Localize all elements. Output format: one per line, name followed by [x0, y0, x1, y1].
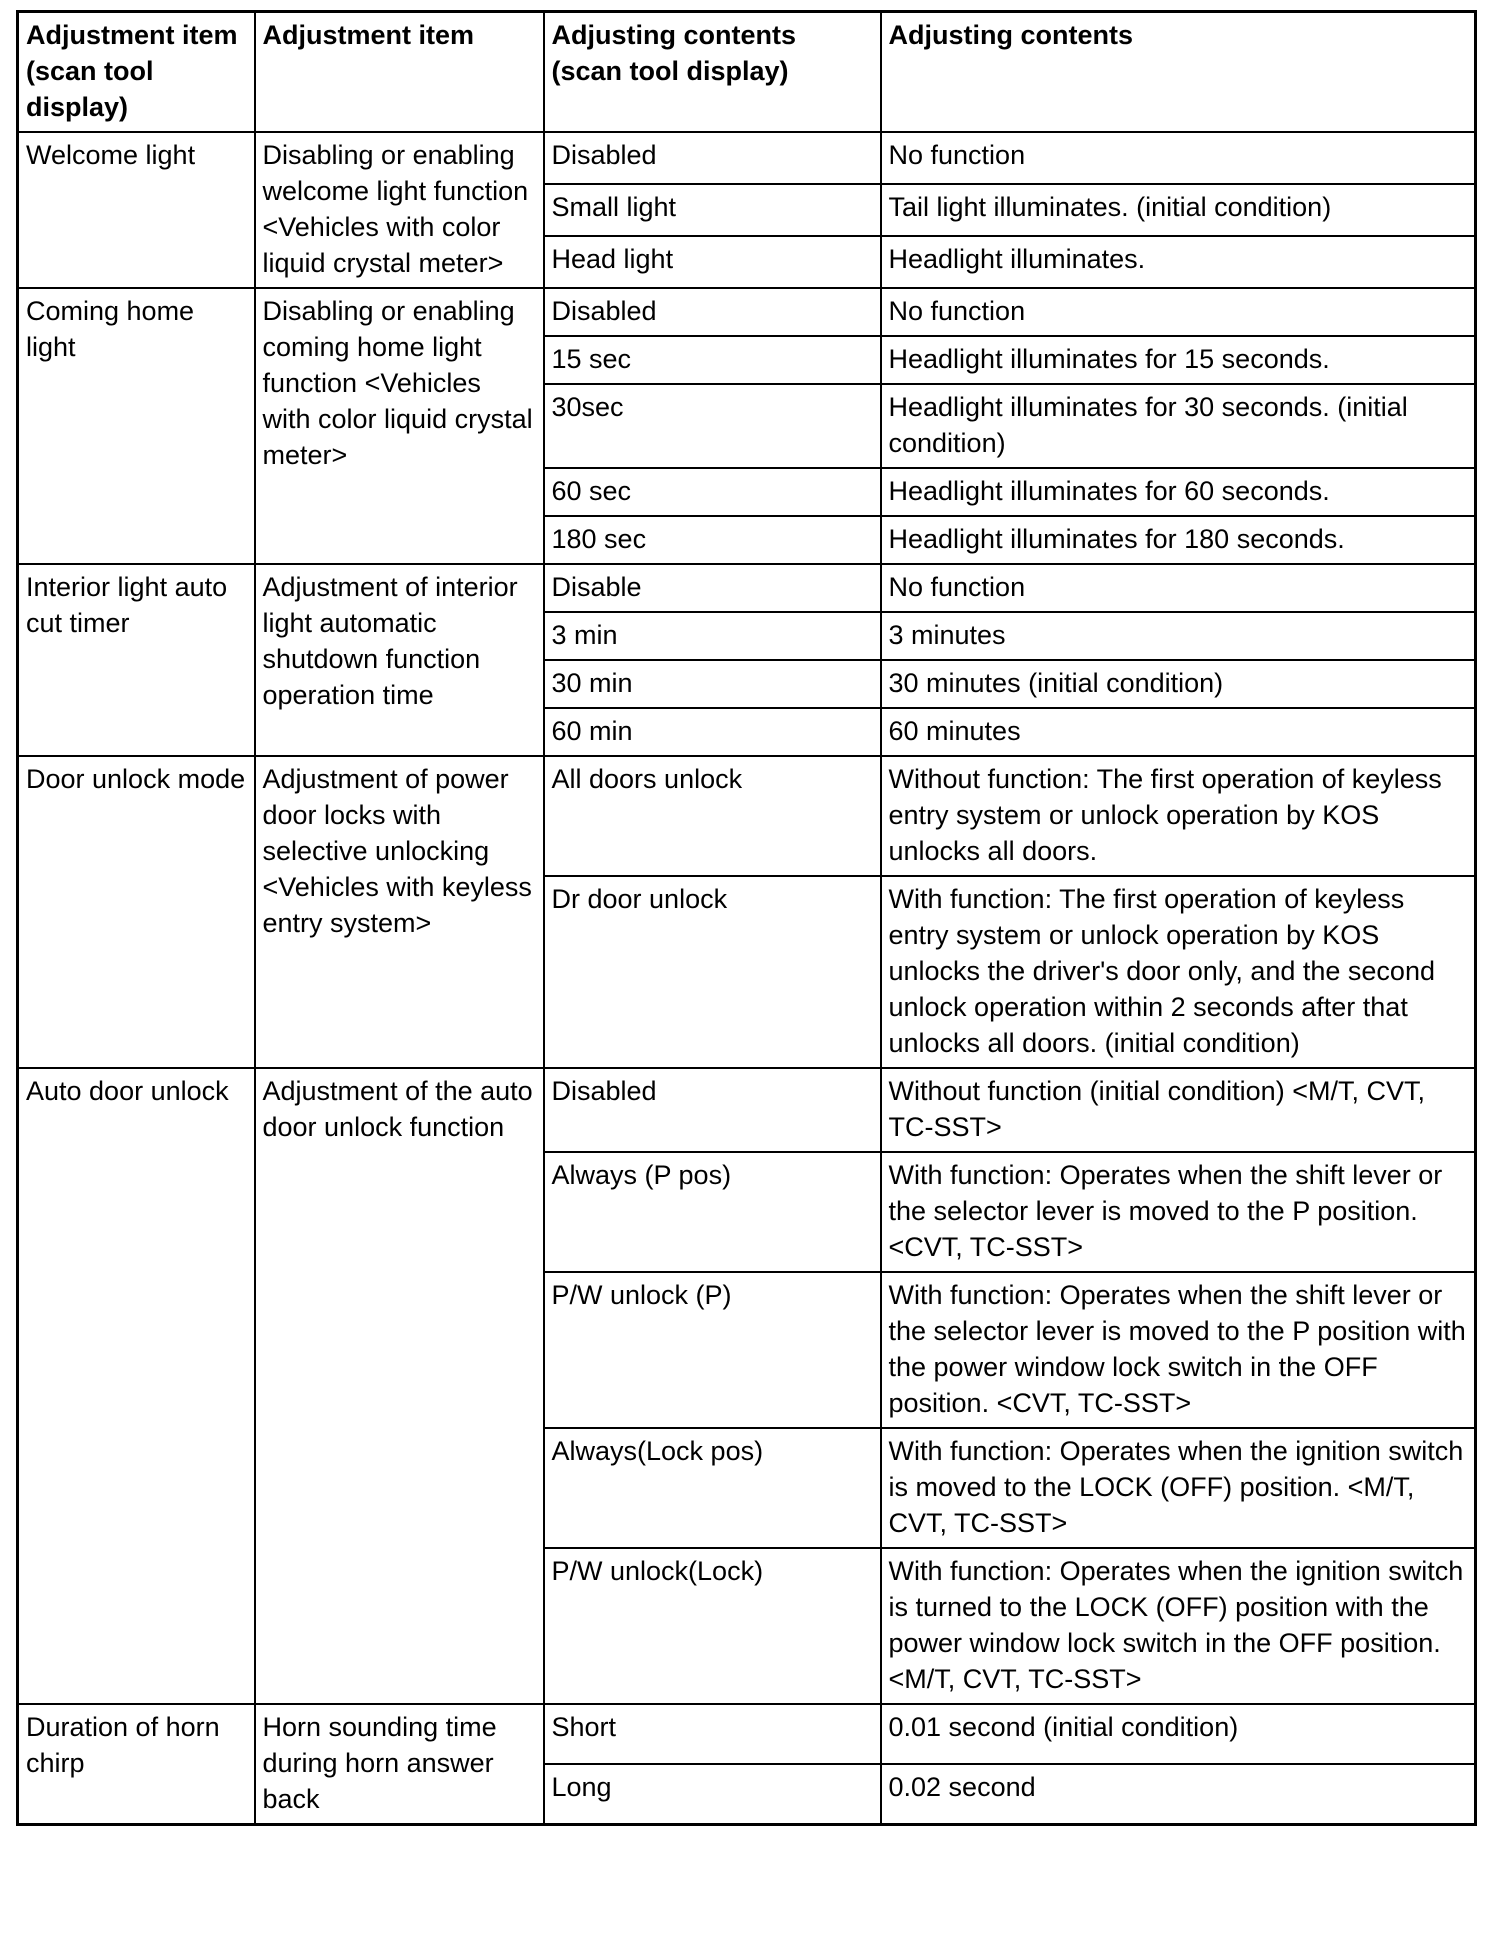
table-row: [18, 288, 1476, 336]
adjusting-contents: With function: Operates when the ignition switch is turned to the LOCK (OFF) position with the power window lock switch in the OFF position. <M/T, CVT, TC-SST>: [881, 1548, 1476, 1704]
adjusting-contents: No function: [881, 132, 1476, 184]
adjusting-contents-scan-display: 60 sec: [544, 468, 881, 516]
adjusting-contents-scan-display: 15 sec: [544, 336, 881, 384]
table-row: [18, 756, 1476, 876]
adjusting-contents: 60 minutes: [881, 708, 1476, 756]
adjusting-contents-scan-display: 30 min: [544, 660, 881, 708]
adjustment-item-scan-display: Welcome light: [18, 132, 255, 288]
adjustment-item-scan-display: Auto door unlock: [18, 1068, 255, 1704]
adjusting-contents: Headlight illuminates for 180 seconds.: [881, 516, 1476, 564]
table-row: [18, 1704, 1476, 1764]
adjustment-item-description: Disabling or enabling coming home light function <Vehicles with color liquid crystal meter>: [255, 288, 544, 564]
adjusting-contents-scan-display: Disable: [544, 564, 881, 612]
table-row: [18, 564, 1476, 612]
adjusting-contents: With function: The first operation of keyless entry system or unlock operation by KOS unlocks the driver's door only, and the second unlock operation within 2 seconds after that unlocks all doors. (initial condition): [881, 876, 1476, 1068]
adjusting-contents-scan-display: Always(Lock pos): [544, 1428, 881, 1548]
table-row: [18, 132, 1476, 184]
adjustment-item-scan-display: Door unlock mode: [18, 756, 255, 1068]
adjustment-item-description: Horn sounding time during horn answer back: [255, 1704, 544, 1825]
adjustment-item-description: Disabling or enabling welcome light function <Vehicles with color liquid crystal meter>: [255, 132, 544, 288]
adjustment-item-scan-display: Coming home light: [18, 288, 255, 564]
adjustment-item-description: Adjustment of power door locks with selective unlocking <Vehicles with keyless entry system>: [255, 756, 544, 1068]
adjusting-contents-scan-display: 180 sec: [544, 516, 881, 564]
adjusting-contents: 0.01 second (initial condition): [881, 1704, 1476, 1764]
adjustment-item-scan-display: Duration of horn chirp: [18, 1704, 255, 1825]
adjusting-contents-scan-display: 60 min: [544, 708, 881, 756]
adjusting-contents-scan-display: P/W unlock (P): [544, 1272, 881, 1428]
adjusting-contents: With function: Operates when the ignition switch is moved to the LOCK (OFF) position. <M/T, CVT, TC-SST>: [881, 1428, 1476, 1548]
header-cell: Adjustment item (scan tool display): [18, 12, 255, 133]
adjusting-contents: No function: [881, 288, 1476, 336]
adjusting-contents: Headlight illuminates for 15 seconds.: [881, 336, 1476, 384]
adjustment-item-description: Adjustment of interior light automatic shutdown function operation time: [255, 564, 544, 756]
adjusting-contents-scan-display: Always (P pos): [544, 1152, 881, 1272]
adjusting-contents: 3 minutes: [881, 612, 1476, 660]
adjusting-contents: No function: [881, 564, 1476, 612]
adjusting-contents: Headlight illuminates.: [881, 236, 1476, 288]
adjustment-table: [16, 10, 1477, 1826]
adjusting-contents-scan-display: Disabled: [544, 132, 881, 184]
adjusting-contents-scan-display: Disabled: [544, 1068, 881, 1152]
adjusting-contents: Without function: The first operation of keyless entry system or unlock operation by KOS unlocks all doors.: [881, 756, 1476, 876]
adjusting-contents: Tail light illuminates. (initial condition): [881, 184, 1476, 236]
adjusting-contents-scan-display: P/W unlock(Lock): [544, 1548, 881, 1704]
adjusting-contents-scan-display: All doors unlock: [544, 756, 881, 876]
adjusting-contents-scan-display: Head light: [544, 236, 881, 288]
adjustment-item-description: Adjustment of the auto door unlock function: [255, 1068, 544, 1704]
header-cell: Adjusting contents (scan tool display): [544, 12, 881, 133]
adjustment-item-scan-display: Interior light auto cut timer: [18, 564, 255, 756]
adjusting-contents-scan-display: Disabled: [544, 288, 881, 336]
adjusting-contents-scan-display: Small light: [544, 184, 881, 236]
adjusting-contents-scan-display: Dr door unlock: [544, 876, 881, 1068]
adjusting-contents: Headlight illuminates for 30 seconds. (initial condition): [881, 384, 1476, 468]
adjusting-contents: Headlight illuminates for 60 seconds.: [881, 468, 1476, 516]
table-row: [18, 1068, 1476, 1152]
adjusting-contents-scan-display: Long: [544, 1764, 881, 1825]
adjusting-contents: With function: Operates when the shift lever or the selector lever is moved to the P position. <CVT, TC-SST>: [881, 1152, 1476, 1272]
adjusting-contents-scan-display: Short: [544, 1704, 881, 1764]
header-cell: Adjusting contents: [881, 12, 1476, 133]
adjusting-contents-scan-display: 30sec: [544, 384, 881, 468]
header-row: [18, 12, 1476, 133]
adjusting-contents: 0.02 second: [881, 1764, 1476, 1825]
adjusting-contents: With function: Operates when the shift lever or the selector lever is moved to the P position with the power window lock switch in the OFF position. <CVT, TC-SST>: [881, 1272, 1476, 1428]
header-cell: Adjustment item: [255, 12, 544, 133]
adjusting-contents-scan-display: 3 min: [544, 612, 881, 660]
adjusting-contents: Without function (initial condition) <M/T, CVT, TC-SST>: [881, 1068, 1476, 1152]
adjusting-contents: 30 minutes (initial condition): [881, 660, 1476, 708]
